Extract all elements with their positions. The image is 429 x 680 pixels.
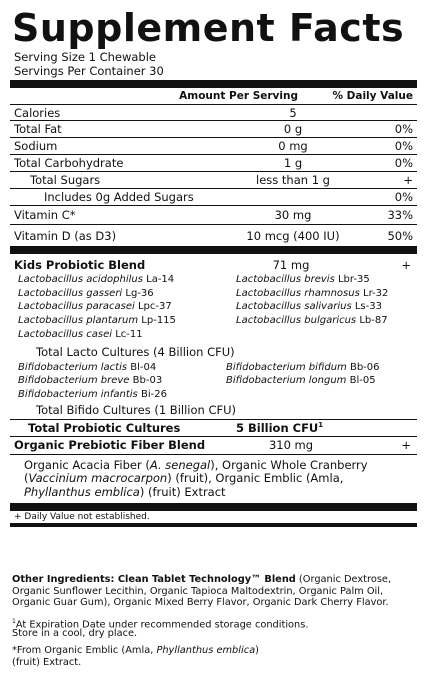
nutrient-name: Total Fat [14,122,62,136]
prebiotic-blend-row [10,437,417,454]
thick-divider [10,246,417,254]
strain-item: Lactobacillus plantarum Lp-115 [18,315,176,327]
dv-header: % Daily Value [332,90,413,102]
nutrient-row [10,121,417,138]
nutrient-amount: 10 mcg (400 IU) [246,228,340,243]
blend-name: Organic Prebiotic Fiber Blend [14,438,206,453]
blend-amount: 71 mg [272,257,310,272]
nutrient-name: Calories [14,105,61,120]
nutrient-amount: 0 mg [278,139,308,153]
total-lacto-cultures: Total Lacto Cultures (4 Billion CFU) [36,344,235,359]
nutrient-row [10,155,417,172]
nutrient-name: Sodium [14,139,58,153]
strain-item: Lactobacillus salivarius Ls-33 [236,301,382,313]
nutrient-dv: + [403,173,413,187]
total-probiotic-amount: 5 Billion CFU$^1$ [236,420,324,435]
other-ingredients [12,574,417,609]
strain-item: Lactobacillus brevis Lbr-35 [236,274,370,285]
strain-item: Bifidobacterium bifidum Bb-06 [226,361,380,373]
strain-item: Lactobacillus gasseri Lg-36 [18,287,154,299]
strain-item: Bifidobacterium infantis Bi-26 [18,388,167,400]
blend-amount: 310 mg [268,438,314,453]
nutrient-name: Total Sugars [30,173,101,187]
nutrient-name: Total Carbohydrate [14,156,124,170]
nutrient-row [10,105,417,121]
strain-item: Lactobacillus acidophilus La-14 [18,274,175,285]
nutrient-dv: 0% [394,190,413,204]
strain-item: Lactobacillus bulgaricus Lb-87 [236,315,388,327]
expiration-note: $^1$At Expiration Date under recommended storage conditions. [12,618,309,631]
nutrient-name: Includes 0g Added Sugars [44,190,194,204]
strain-item: Lactobacillus paracasei Lpc-37 [18,301,172,313]
thick-divider [10,80,417,88]
total-probiotic-row [10,420,417,436]
dv-footnote: + Daily Value not established. [14,512,150,523]
nutrient-amount: 0 g [283,122,303,136]
nutrient-dv: 0% [394,139,413,153]
column-header [10,88,417,105]
blend-dv: + [401,438,411,453]
other-ingredients-label: Other Ingredients: Clean Tablet Technology™ Blend [12,574,296,585]
kids-probiotic-blend-row [10,256,417,273]
nutrient-amount: 5 [289,105,297,120]
nutrient-dv: 0% [394,156,413,170]
nutrient-dv: 50% [387,228,413,243]
bifido-strain-list [10,361,417,402]
nutrient-row [10,189,417,206]
total-probiotic-name: Total Probiotic Cultures [28,420,181,435]
lacto-strain-list [10,273,417,342]
nutrient-name: Vitamin C* [14,208,76,222]
strain-item: Bifidobacterium lactis Bl-04 [18,361,157,373]
blend-dv: + [401,257,411,272]
strain-item: Lactobacillus casei Lc-11 [18,328,143,340]
nutrient-dv: 33% [387,208,413,222]
nutrient-amount: less than 1 g [256,173,330,187]
nutrient-dv: 0% [394,122,413,136]
bottom-divider [10,523,417,527]
panel-title: Supplement Facts [12,6,405,50]
emblic-note: *From Organic Emblic (Amla, Phyllanthus emblica) (fruit) Extract. [12,645,259,668]
prebiotic-description: Organic Acacia Fiber (A. senegal), Organic Whole Cranberry (Vaccinium macrocarpon) (fruit), Organic Emblic (Amla, Phyllanthus emblica) (fruit) Extract [24,457,368,499]
thick-divider [10,503,417,511]
nutrient-row [10,206,417,225]
other-ingredients-text: (Organic Dextrose, Organic Sunflower Lecithin, Organic Tapioca Maltodextrin, Organic Palm Oil, Organic Guar Gum), Organic Mixed Berry Flavor, Organic Dark Cherry Flavor. [12,574,392,608]
nutrient-row [10,172,417,189]
nutrient-amount: 1 g [283,156,303,170]
supplement-facts-panel [10,6,417,527]
nutrient-row [10,138,417,155]
storage-note: Store in a cool, dry place. [12,628,138,639]
blend-name: Kids Probiotic Blend [14,257,146,272]
nutrient-row [10,225,417,246]
strain-item: Lactobacillus rhamnosus Lr-32 [236,287,389,299]
strain-item: Bifidobacterium breve Bb-03 [18,375,163,387]
amount-header: Amount Per Serving [179,90,298,102]
total-bifido-cultures: Total Bifido Cultures (1 Billion CFU) [36,402,236,417]
nutrient-name: Vitamin D (as D3) [14,228,117,243]
nutrient-amount: 30 mg [274,208,312,222]
serving-size: Serving Size 1 Chewable [14,50,156,64]
servings-per-container: Servings Per Container 30 [14,64,164,78]
strain-item: Bifidobacterium longum Bl-05 [226,375,376,387]
